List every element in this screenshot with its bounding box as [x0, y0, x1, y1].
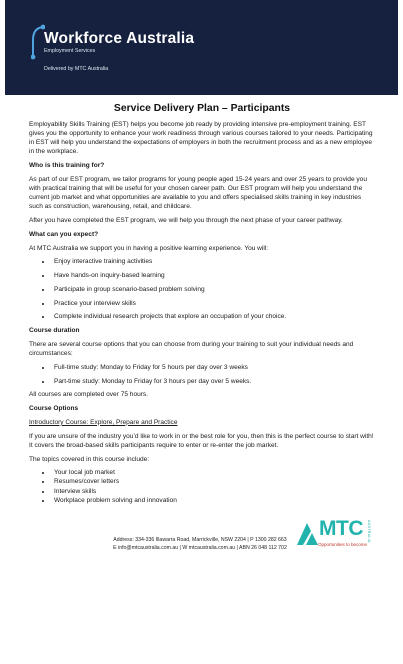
- mtc-logo-text: MTC: [319, 517, 363, 540]
- list-item: • Complete individual research projects that explore an occupation of your choice.: [52, 312, 375, 321]
- intro-paragraph: Employability Skills Training (EST) helps you become job ready by providing intensive pre-employment training. EST gives you the opportunity to enhance your work readiness through various courses tailored to your needs. Participating in EST will help you understand the expectations of employers in both the recruitment process and as a new employee in the workplace.: [29, 121, 373, 156]
- topics-list: [29, 468, 375, 505]
- intro-course-heading: Introductory Course: Explore, Prepare and Practice: [29, 418, 178, 426]
- mtc-logo-australia: AUSTRALIA: [367, 520, 371, 543]
- expect-heading: What can you expect?: [29, 230, 99, 238]
- list-item: • Enjoy interactive training activities: [52, 257, 375, 266]
- footer-contact: E info@mtcaustralia.com.au | W mtcaustralia.com.au | ABN 26 048 112 702: [113, 545, 287, 552]
- footer-address: Address: 334-336 Illawarra Road, Marrickville, NSW 2204 | P 1300 282 663: [113, 537, 287, 543]
- who-paragraph-1: As part of our EST program, we tailor programs for young people aged 15-24 years and over 25 years to provide you with practical training that will be useful for your chosen career path. Our EST program will help you understand the current job market and what opportunities are available to you and offers specialised skills training in key industries such as construction, warehousing, retail, and childcare.: [29, 175, 367, 211]
- mtc-logo: [297, 519, 379, 551]
- brand-subtitle: Employment Services: [44, 48, 96, 54]
- list-item: • Interview skills: [52, 487, 375, 496]
- options-heading: Course Options: [29, 405, 79, 413]
- list-item: • Full-time study: Monday to Friday for 5 hours per day over 3 weeks: [52, 363, 375, 372]
- list-item: • Resumes/cover letters: [52, 477, 375, 486]
- duration-note: All courses are completed over 75 hours.: [29, 391, 148, 399]
- list-item: • Your local job market: [52, 468, 375, 477]
- topics-paragraph: The topics covered in this course include:: [29, 455, 150, 463]
- duration-paragraph: There are several course options that you can choose from during your training to suit your individual needs and circumstances:: [29, 340, 354, 358]
- list-item: • Participate in group scenario-based problem solving: [52, 285, 375, 294]
- who-paragraph-2: After you have completed the EST program, we will help you through the next phase of your career pathway.: [29, 217, 343, 225]
- header-banner: [5, 0, 398, 95]
- mtc-logo-tagline: Opportunities to become: [318, 542, 368, 547]
- workforce-arc-icon: [31, 24, 45, 62]
- brand-name: Workforce Australia: [44, 30, 195, 47]
- list-item: • Workplace problem solving and innovation: [52, 496, 375, 505]
- page-title: Service Delivery Plan – Participants: [113, 103, 291, 114]
- expect-list: [29, 257, 375, 321]
- expect-paragraph: At MTC Australia we support you in having a positive learning experience. You will:: [29, 244, 269, 252]
- mtc-mark-icon: [297, 521, 319, 545]
- delivered-by-text: Delivered by MTC Australia: [44, 66, 109, 72]
- who-heading: Who is this training for?: [29, 162, 105, 170]
- intro-course-paragraph: If you are unsure of the industry you’d like to work in or the best role for you, then this is the perfect course to start with! It covers the broad-based skills participants require to enter or re-enter the job market.: [29, 432, 374, 449]
- duration-list: [29, 363, 375, 386]
- document-body: [29, 102, 375, 509]
- footer: [100, 536, 300, 552]
- duration-heading: Course duration: [29, 327, 80, 335]
- list-item: • Practice your interview skills: [52, 299, 375, 308]
- list-item: • Have hands-on inquiry-based learning: [52, 271, 375, 280]
- list-item: • Part-time study: Monday to Friday for 3 hours per day over 5 weeks.: [52, 377, 375, 386]
